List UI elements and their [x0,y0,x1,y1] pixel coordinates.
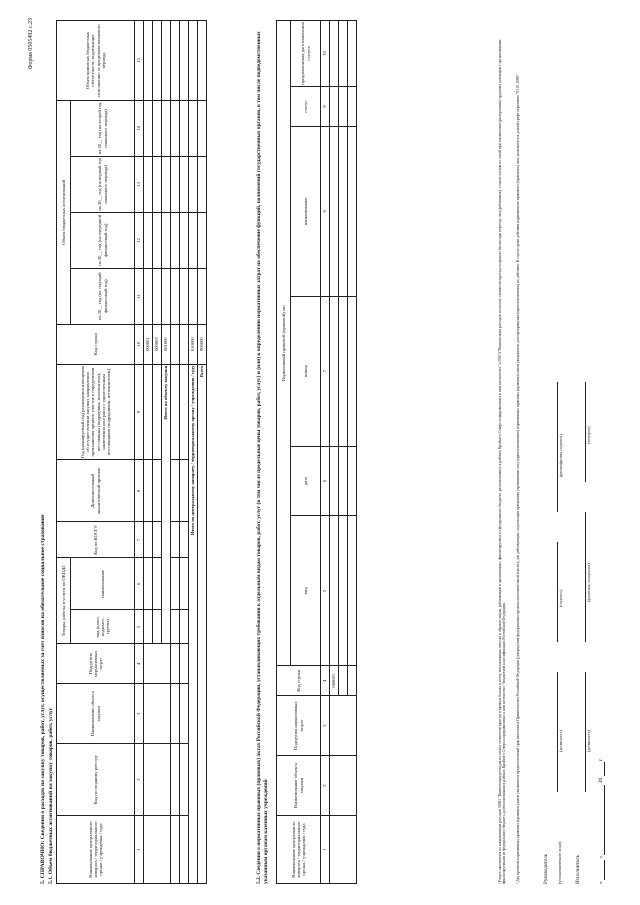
cell-input[interactable] [171,522,180,558]
col-num: 4 [321,666,330,696]
th-object: Наименование объекта закупки [277,756,321,816]
position-caption: (должность) [558,730,563,752]
cell-input[interactable] [330,126,339,296]
total-all-label: Всего [198,364,207,883]
total-object-code: 001000 [162,324,171,364]
cell-input[interactable] [180,816,189,884]
cell-input[interactable] [339,87,348,127]
col-num: 6 [321,446,330,516]
col-num: 3 [135,684,144,744]
total-org-label: Итого по центральному аппарату / территориальному органу / учреждению / суду [189,364,198,883]
col-num: 1 [321,816,330,884]
col-num: 9 [135,364,144,460]
th-number: номер [291,296,321,446]
total-all-code: 900000 [198,324,207,364]
cell-input[interactable] [162,101,171,157]
cell-input[interactable] [180,324,189,364]
col-num: 9 [321,87,330,127]
footnote-1: ¹ Раздел заполняется по направлениям расходов 55981 "Компенсация расходов на оплату стоимости проезда и провоза багажа к месту использования отпуска и обратно лицам, работающим в организациях, финансируемых из федерального бюджета, расположенных в районах Крайнего Севера и приравненных к ним местностях" и 55974 "Компенсация расходов на оплату стоимости проезда и провоза багажа при переезде лиц (работников), а также членов их семей при заключении (расторжении) трудовых договоров с организациями, финансируемыми из федерального бюджета, расположенными в районах Крайнего Севера и приравненных к ним местностях" бюджетной классификации Российской Федерации. [498,38,507,884]
cell-input[interactable] [198,21,207,101]
date-quote-open: « [598,881,604,884]
table-row [144,21,153,884]
cell-input[interactable] [144,268,153,324]
date-suffix: г. [598,758,604,762]
cell-input[interactable] [144,364,153,460]
cell-input[interactable] [189,21,198,101]
cell-input[interactable] [180,156,189,212]
total-object-label: Итого по объекту закупки [162,364,171,644]
cell-input[interactable] [348,296,357,446]
row-code: 000001 [144,324,153,364]
cell-input[interactable] [330,87,339,127]
cell-input[interactable] [153,21,162,101]
signature-caption: (подпись) [558,589,563,607]
col-num: 2 [135,744,144,816]
cell-input[interactable] [339,21,348,87]
th-kosgu: Код по КОСГУ [57,522,135,558]
th-okpd: Товары, работы и услуги по ОКПД2 [57,558,71,644]
row-code: 000001 [330,666,339,696]
cell-input[interactable] [153,610,162,644]
th-status: статус [291,87,321,127]
col-num: 11 [135,268,144,324]
section5-title: 5. СПРАВОЧНО: Сведения о расходах на закупку товаров, работ, услуг, осуществляемых за счет взносов на обязательное социальное страхование [40,514,46,884]
col-num: 12 [135,212,144,268]
cell-input[interactable] [162,268,171,324]
cell-input[interactable] [171,101,180,157]
col-num: 4 [135,644,144,684]
cell-input[interactable] [330,296,339,446]
cell-input[interactable] [180,364,189,460]
cell-input[interactable] [348,516,357,666]
cell-input[interactable] [189,156,198,212]
cell-input[interactable] [144,156,153,212]
date-quote-close: » [598,855,604,859]
date-line[interactable] [598,758,605,884]
cell-input[interactable] [171,744,180,816]
th-volume: Объем бюджетных ассигнований [57,101,71,325]
head-label: Руководитель [543,853,549,884]
cell-input[interactable] [171,644,180,684]
cell-input[interactable] [144,610,153,644]
table-5-1 [56,20,207,884]
cell-input[interactable] [189,101,198,157]
cell-input[interactable] [180,522,189,558]
phone-caption: (телефон) [586,426,591,444]
cell-input[interactable] [171,156,180,212]
cell-input[interactable] [144,816,171,884]
cell-input[interactable] [180,744,189,816]
cell-input[interactable] [171,268,180,324]
th-row-code: Код строки [277,666,321,696]
cell-input[interactable] [180,558,189,610]
form-code: Форма 0505492 с.23 [28,18,34,70]
executor-position-caption: (должность) [586,730,591,752]
cell-input[interactable] [180,212,189,268]
total-org-row [189,21,198,884]
cell-input[interactable] [180,101,189,157]
cell-input[interactable] [330,446,339,516]
th-obligations: Объем принятых бюджетных обязательств, подлежащих исполнению за пределами планового периода [57,21,135,101]
col-num: 8 [321,126,330,296]
th-year4: на 20__ год (на второй год планового периода) [71,101,135,157]
th-object: Наименование объекта закупки [57,684,135,744]
col-num: 7 [321,296,330,446]
cell-input[interactable] [348,21,357,87]
th-analytic: Дополнительный аналитический признак [57,460,135,522]
section52-title: 5.2. Сведения о нормативных правовых (правовых) актах Российской Федерации, устанавливающих требования к отдельным видам товаров, работ, услуг (в том числе предельные цены товаров, работ, услуг) и (или) к определению нормативных затрат на обеспечение функций, полномочий государственных органов, в том числе подведомственных указанным органам казенных учреждений [256,31,269,884]
cell-input[interactable] [198,101,207,157]
cell-input[interactable] [180,460,189,522]
th-year: Год (планируемый год) размещения извещения об осуществлении закупки, направления приглашения принять участие в определении поставщика (подрядчика, исполнителя), заключения контракта с единственным поставщиком (подрядчиком, исполнителем) [57,364,135,460]
decode-caption: (расшифровка подписи) [558,434,563,477]
cell-input[interactable] [144,558,153,610]
th-org: Наименование центрального аппарата / территориального органа / учреждения / суда [277,816,321,884]
cell-input[interactable] [171,460,180,522]
cell-input[interactable] [180,268,189,324]
cell-input[interactable] [189,268,198,324]
cell-input[interactable] [180,21,189,101]
col-num: 10 [135,324,144,364]
cell-input[interactable] [330,816,357,884]
cell-input[interactable] [339,446,348,516]
th-code-reestr: Код по сводному реестру [57,744,135,816]
date-year-field[interactable] [598,762,605,776]
cell-input[interactable] [144,21,153,101]
cell-input[interactable] [144,101,153,157]
th-name: наименование [291,126,321,296]
cell-input[interactable] [171,610,180,644]
cell-input[interactable] [339,516,348,666]
col-num: 14 [135,101,144,157]
cell-input[interactable] [180,684,189,744]
date-day-field[interactable] [598,860,605,880]
cell-input[interactable] [330,696,357,756]
date-month-field[interactable] [598,785,605,855]
cell-input[interactable] [153,364,162,460]
cell-input[interactable] [162,21,171,101]
th-year2: на 20__ год (на очередной финансовый год) [71,212,135,268]
col-num: 2 [321,756,330,816]
cell-input[interactable] [339,126,348,296]
th-status-date: предполагаемая дата изменения статуса [291,21,321,87]
row-code: 000002 [153,324,162,364]
col-num: 10 [321,21,330,87]
cell-input[interactable] [198,212,207,268]
col-num: 15 [135,21,144,101]
cell-input[interactable] [198,268,207,324]
cell-input[interactable] [339,296,348,446]
section51-subtitle: 5.1. Объем бюджетных ассигнований на закупку товаров, работ, услуг [48,707,54,884]
cell-input[interactable] [153,101,162,157]
cell-input[interactable] [330,756,357,816]
cell-input[interactable] [348,126,357,296]
cell-input[interactable] [180,644,189,684]
th-okpd-name: наименование [71,558,135,610]
cell-input[interactable] [348,446,357,516]
cell-input[interactable] [162,156,171,212]
cell-input[interactable] [339,666,348,696]
th-act: Нормативный правовой (правовой) акт [277,21,291,666]
cell-input[interactable] [153,522,162,558]
cell-input[interactable] [348,87,357,127]
table-row [171,21,180,884]
col-num: 13 [135,156,144,212]
th-okpd-kind: вид (класс, подкласс, группа) [71,610,135,644]
col-num: 3 [321,696,330,756]
th-approach: Подгруппа нормативных затрат [57,644,135,684]
cell-input[interactable] [171,21,180,101]
cell-input[interactable] [144,644,171,684]
cell-input[interactable] [153,268,162,324]
th-year3: на 20__ год (на первый год планового периода) [71,156,135,212]
cell-input[interactable] [153,156,162,212]
cell-input[interactable] [144,522,153,558]
cell-input[interactable] [171,684,180,744]
cell-input[interactable] [189,212,198,268]
th-kind: вид [291,516,321,666]
cell-input[interactable] [348,666,357,696]
cell-input[interactable] [153,460,162,522]
total-org-code: 010000 [189,324,198,364]
col-num: 7 [135,522,144,558]
table-row [180,21,189,884]
total-all-row [198,21,207,884]
col-num: 1 [135,816,144,884]
executor-label: Исполнитель [575,854,581,884]
th-approach: Подгруппа нормативных затрат [277,696,321,756]
cell-input[interactable] [171,364,180,460]
cell-input[interactable] [144,460,153,522]
cell-input[interactable] [330,516,339,666]
head-sub: (уполномоченное лицо) [557,841,562,884]
col-num: 8 [135,460,144,522]
cell-input[interactable] [171,558,180,610]
cell-input[interactable] [153,212,162,268]
cell-input[interactable] [171,816,180,884]
cell-input[interactable] [330,21,339,87]
cell-input[interactable] [171,324,180,364]
rotated-document-sheet [20,12,620,892]
cell-input[interactable] [180,610,189,644]
cell-input[interactable] [198,156,207,212]
cell-input[interactable] [144,684,171,744]
th-org: Наименование центрального аппарата / территориального органа / учреждения / суда [57,816,135,884]
cell-input[interactable] [144,744,171,816]
fio-caption: (фамилия, инициалы) [586,563,591,602]
cell-input[interactable] [171,212,180,268]
cell-input[interactable] [162,212,171,268]
th-year1: на 20__ год (на текущий финансовый год) [71,268,135,324]
col-num: 5 [135,610,144,644]
cell-input[interactable] [144,212,153,268]
table-5-2 [276,20,357,884]
date-year-prefix: 20 [598,777,604,784]
th-row-code: Код строки [57,324,135,364]
footnote-2: ² Для проектов нормативных правовых (правовых) актов указывается предполагаемый срок внесения в Правительство Российской Федерации (утверждения федеральным органом исполнительной власти); для действующих, подлежащих признанию утратившими силу (приостановлению) нормативных правовых (правовых) актов указывается дата прекращения (приостановления) их действия. В случае срока действия нормативного правового (правового) акта указывается в данной графе отражение "01.01.2099". [516,73,520,884]
cell-input[interactable] [153,558,162,610]
th-date: дата [291,446,321,516]
col-num: 5 [321,516,330,666]
col-num: 6 [135,558,144,610]
table-row [330,21,339,884]
